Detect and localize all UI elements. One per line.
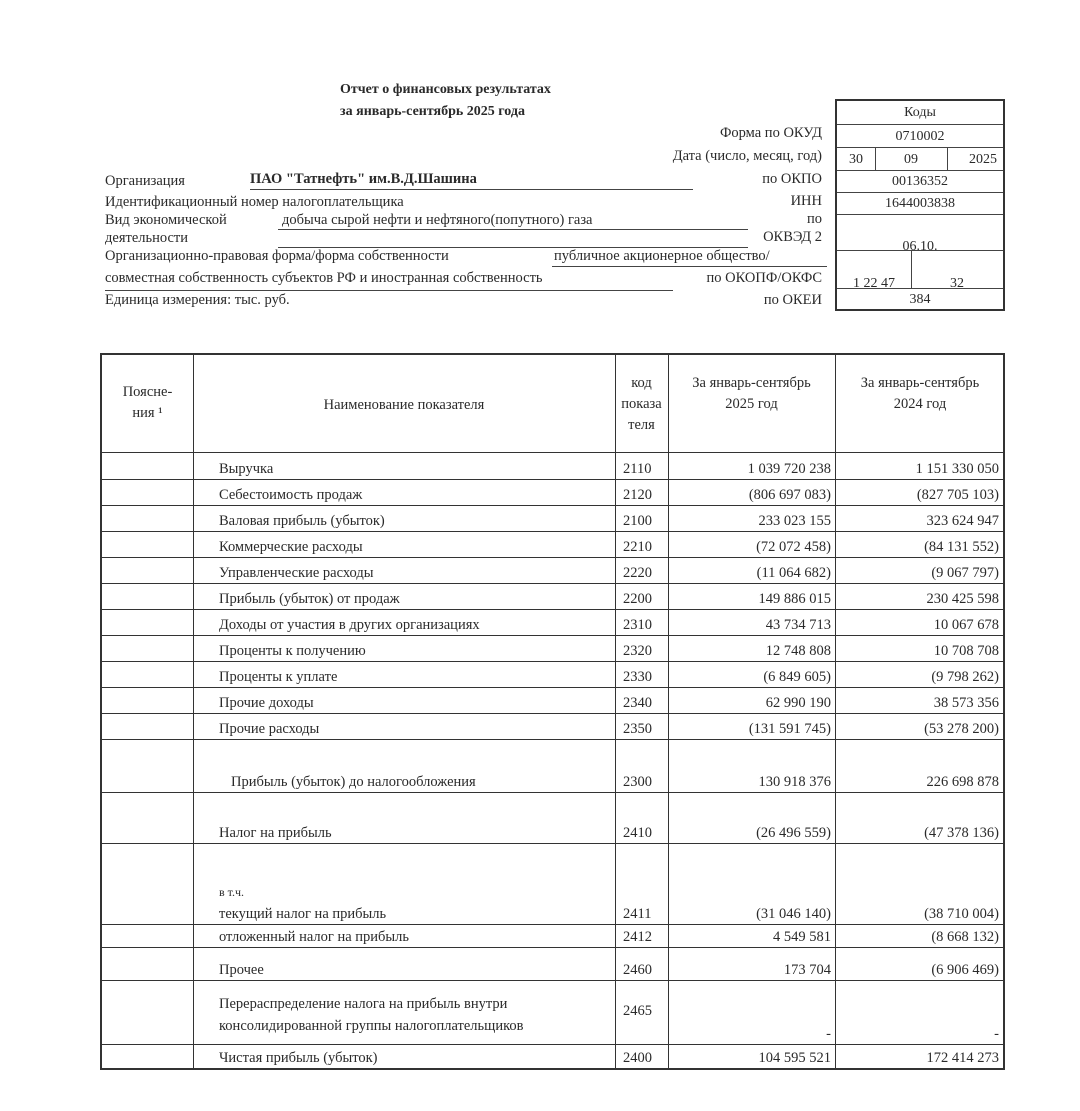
- okfs-code: 32: [950, 276, 964, 291]
- okved-label-2: ОКВЭД 2: [763, 229, 822, 245]
- row-value-prior: 230 425 598: [926, 591, 999, 607]
- row-code: 2400: [623, 1050, 652, 1066]
- table-row: [102, 609, 1003, 636]
- row-value-prior: (6 906 469): [931, 962, 999, 978]
- org-label: Организация: [105, 173, 185, 189]
- row-value-current: 173 704: [783, 962, 831, 978]
- inn-label-left: Идентификационный номер налогоплательщика: [105, 194, 404, 210]
- income-statement-table: [100, 353, 1005, 1070]
- activity-label-1: Вид экономической: [105, 212, 227, 228]
- row-name: Прибыль (убыток) от продаж: [219, 591, 400, 607]
- okopf-label: по ОКОПФ/ОКФС: [706, 270, 822, 286]
- th-period-current: За январь-сентябрь 2025 год: [692, 375, 811, 412]
- row-value-current: 1 039 720 238: [747, 461, 831, 477]
- row-value-current: -: [826, 1026, 831, 1042]
- row-value-current: (131 591 745): [748, 721, 831, 737]
- org-name: ПАО "Татнефть" им.В.Д.Шашина: [250, 171, 477, 187]
- table-row: [102, 557, 1003, 584]
- th-name: Наименование показателя: [323, 397, 485, 413]
- row-value-prior: (9 798 262): [931, 669, 999, 685]
- row-name: Выручка: [219, 461, 274, 477]
- row-name: в т.ч. текущий налог на прибыль: [219, 885, 387, 922]
- row-value-current: 130 918 376: [758, 774, 831, 790]
- ownership-value: совместная собственность субъектов РФ и иностранная собственность: [105, 270, 543, 286]
- legal-form-value: публичное акционерное общество/: [554, 248, 770, 264]
- row-name: Прочие доходы: [219, 695, 314, 711]
- row-value-prior: 10 708 708: [933, 643, 999, 659]
- table-row: [102, 792, 1003, 844]
- row-value-prior: 10 067 678: [933, 617, 999, 633]
- row-code: 2412: [623, 929, 652, 945]
- activity-label-2: деятельности: [105, 230, 189, 246]
- row-value-current: 149 886 015: [758, 591, 831, 607]
- row-name: Коммерческие расходы: [219, 539, 363, 555]
- row-name: Налог на прибыль: [219, 825, 332, 841]
- row-code: 2411: [623, 906, 652, 922]
- okved-label-1: по: [806, 211, 822, 227]
- row-value-prior: (53 278 200): [924, 721, 999, 737]
- org-underline: [250, 189, 693, 190]
- th-notes: Поясне- ния ¹: [122, 384, 173, 421]
- row-value-prior: (38 710 004): [924, 906, 999, 922]
- table-row: [102, 1044, 1003, 1069]
- row-value-prior: 226 698 878: [926, 774, 999, 790]
- row-code: 2340: [623, 695, 652, 711]
- report-period: за январь-сентябрь 2025 года: [340, 104, 525, 119]
- row-code: 2330: [623, 669, 652, 685]
- codes-box: [835, 99, 1005, 311]
- table-row: [102, 531, 1003, 558]
- row-code: 2310: [623, 617, 652, 633]
- table-row: [102, 452, 1003, 480]
- table-row: [102, 980, 1003, 1045]
- row-value-current: 62 990 190: [765, 695, 831, 711]
- row-value-current: 4 549 581: [773, 929, 831, 945]
- date-day: 30: [849, 151, 863, 167]
- row-value-current: 233 023 155: [758, 513, 831, 529]
- row-value-prior: 38 573 356: [933, 695, 999, 711]
- row-value-current: (26 496 559): [756, 825, 831, 841]
- row-value-prior: (9 067 797): [931, 565, 999, 581]
- date-label: Дата (число, месяц, год): [672, 148, 822, 164]
- row-value-current: (72 072 458): [756, 539, 831, 555]
- activity-value: добыча сырой нефти и нефтяного(попутного) газа: [282, 212, 593, 228]
- legal-form-underline: [552, 266, 827, 267]
- report-title: Отчет о финансовых результатах: [340, 82, 551, 97]
- th-period-prior: За январь-сентябрь 2024 год: [860, 375, 980, 412]
- table-row: [102, 713, 1003, 740]
- okei-code: 384: [909, 291, 931, 307]
- inn-code: 1644003838: [885, 196, 955, 211]
- th-code: код показа теля: [621, 375, 662, 433]
- ownership-underline: [105, 290, 673, 291]
- row-code: 2465: [623, 1003, 652, 1019]
- table-row: [102, 924, 1003, 948]
- row-name: Прочие расходы: [219, 721, 320, 737]
- row-value-prior: -: [994, 1026, 999, 1042]
- row-code: 2220: [623, 565, 652, 581]
- row-name: Проценты к уплате: [219, 669, 338, 685]
- table-row: [102, 583, 1003, 610]
- row-code: 2320: [623, 643, 652, 659]
- row-value-prior: 323 624 947: [926, 513, 999, 529]
- row-code: 2300: [623, 774, 652, 790]
- row-value-current: 12 748 808: [765, 643, 831, 659]
- row-name: Перераспределение налога на прибыль внутри консолидированной группы налогоплательщиков: [219, 996, 524, 1034]
- row-code: 2210: [623, 539, 652, 555]
- row-value-current: (31 046 140): [756, 906, 831, 922]
- row-name: Прибыль (убыток) до налогообложения: [231, 774, 476, 790]
- okei-label: по ОКЕИ: [763, 292, 822, 308]
- row-code: 2410: [623, 825, 652, 841]
- okpo-code: 00136352: [892, 174, 948, 189]
- date-year: 2025: [969, 151, 997, 167]
- row-value-current: (11 064 682): [756, 565, 831, 581]
- row-code: 2460: [623, 962, 652, 978]
- row-code: 2350: [623, 721, 652, 737]
- okud-label: Форма по ОКУД: [719, 125, 822, 141]
- row-value-prior: 172 414 273: [926, 1050, 999, 1066]
- table-row: [102, 947, 1003, 981]
- row-name: Валовая прибыль (убыток): [219, 513, 385, 529]
- row-value-prior: (8 668 132): [931, 929, 999, 945]
- row-name: Себестоимость продаж: [219, 487, 363, 503]
- table-row: [102, 479, 1003, 506]
- row-code: 2200: [623, 591, 652, 607]
- row-value-prior: 1 151 330 050: [915, 461, 999, 477]
- row-code: 2110: [623, 461, 652, 477]
- date-month: 09: [904, 151, 918, 167]
- row-value-prior: (827 705 103): [916, 487, 999, 503]
- legal-form-label: Организационно-правовая форма/форма собственности: [105, 248, 449, 264]
- unit-label: Единица измерения: тыс. руб.: [105, 292, 290, 308]
- table-row: [102, 505, 1003, 532]
- row-name: Чистая прибыль (убыток): [219, 1050, 378, 1066]
- row-value-current: 43 734 713: [765, 617, 831, 633]
- row-value-current: (6 849 605): [763, 669, 831, 685]
- row-code: 2100: [623, 513, 652, 529]
- row-name-prefix: в т.ч.: [219, 885, 245, 899]
- row-name: Доходы от участия в других организациях: [219, 617, 480, 633]
- okud-code: 0710002: [895, 128, 945, 144]
- table-row: [102, 635, 1003, 662]
- row-name: Проценты к получению: [219, 643, 366, 659]
- row-name: Прочее: [219, 962, 264, 978]
- table-row: [102, 843, 1003, 925]
- inn-label: ИНН: [790, 193, 822, 209]
- row-value-current: 104 595 521: [758, 1050, 831, 1066]
- row-name: отложенный налог на прибыль: [219, 929, 410, 945]
- table-row: [102, 739, 1003, 793]
- okpo-label: по ОКПО: [762, 171, 822, 187]
- codes-title: Коды: [904, 104, 936, 120]
- row-value-current: (806 697 083): [748, 487, 831, 503]
- okved-code: 06.10.: [902, 239, 938, 254]
- activity-underline: [278, 229, 748, 230]
- table-row: [102, 661, 1003, 688]
- table-row: [102, 687, 1003, 714]
- row-value-prior: (84 131 552): [924, 539, 999, 555]
- okopf-code: 1 22 47: [853, 276, 895, 291]
- row-value-prior: (47 378 136): [924, 825, 999, 841]
- row-code: 2120: [623, 487, 652, 503]
- row-name: Управленческие расходы: [219, 565, 374, 581]
